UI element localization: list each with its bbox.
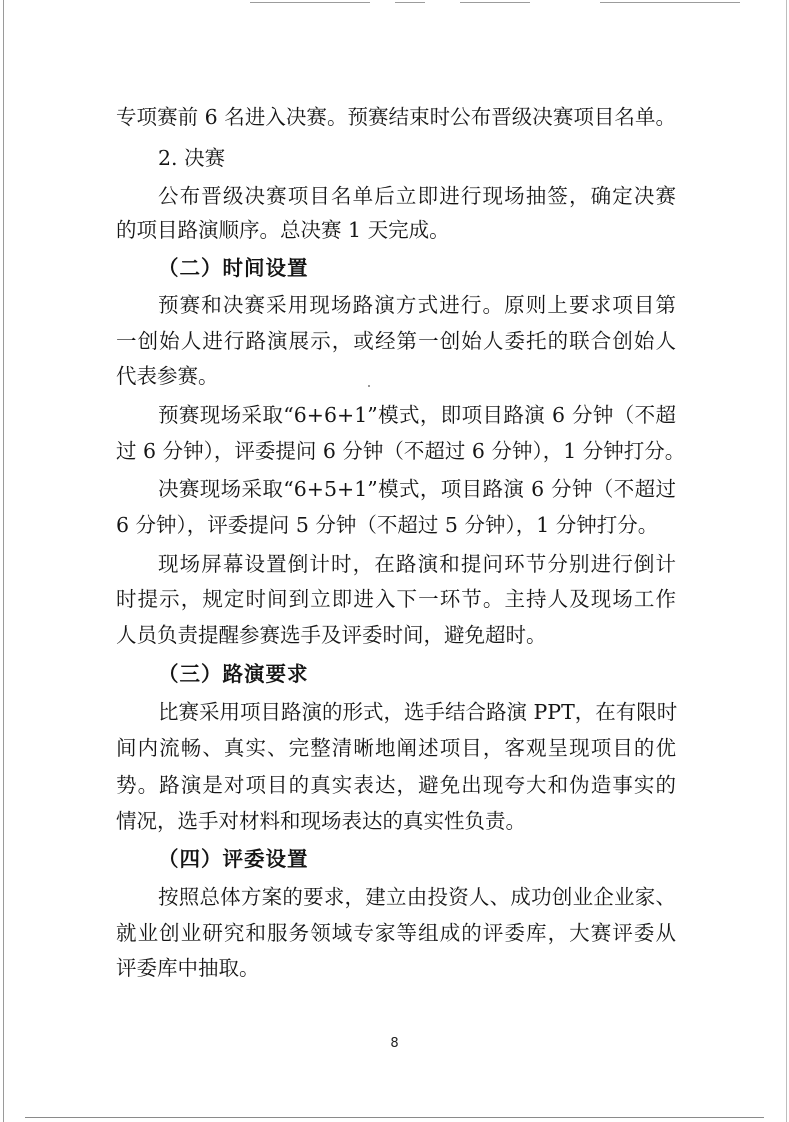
section-heading: （三）路演要求 [158,662,309,686]
text-line: 时提示，规定时间到立即进入下一环节。主持人及现场工作 [116,587,676,611]
text-line: 代表参赛。 [116,364,219,388]
text-line: 6 分钟），评委提问 5 分钟（不超过 5 分钟），1 分钟打分。 [116,513,659,537]
text-line: 人员负责提醒参赛选手及评委时间，避免超时。 [116,623,547,647]
text-line: 势。路演是对项目的真实表达，避免出现夸大和伪造事实的 [116,773,676,797]
text-line: 现场屏幕设置倒计时，在路演和提问环节分别进行倒计 [158,552,676,576]
section-heading: （四）评委设置 [158,847,309,871]
text-line: 预赛现场采取“6+6+1”模式，即项目路演 6 分钟（不超 [158,403,676,427]
text-line: 就业创业研究和服务领域专家等组成的评委库，大赛评委从 [116,921,676,945]
text-line: 的项目路演顺序。总决赛 1 天完成。 [116,218,450,242]
text-line: 按照总体方案的要求，建立由投资人、成功创业企业家、 [158,885,676,909]
text-line: 情况，选手对材料和现场表达的真实性负责。 [116,809,526,833]
scan-bottom-edge [25,1117,764,1118]
text-line: 公布晋级决赛项目名单后立即进行现场抽签，确定决赛 [158,184,676,208]
text-line: 比赛采用项目路演的形式，选手结合路演 PPT，在有限时 [158,700,678,724]
text-line: 过 6 分钟），评委提问 6 分钟（不超过 6 分钟），1 分钟打分。 [116,439,686,463]
scan-left-edge [3,0,4,1122]
scan-top-edge [0,0,789,6]
page-number: 8 [390,1036,399,1051]
text-line: 专项赛前 6 名进入决赛。预赛结束时公布晋级决赛项目名单。 [116,105,676,129]
text-line: 决赛现场采取“6+5+1”模式，项目路演 6 分钟（不超过 [158,477,676,501]
text-line: 评委库中抽取。 [116,956,260,980]
text-line: 间内流畅、真实、完整清晰地阐述项目，客观呈现项目的优 [116,736,676,760]
scan-right-edge [786,0,787,1122]
text-line: 一创始人进行路演展示，或经第一创始人委托的联合创始人 [116,329,676,353]
section-heading: （二）时间设置 [158,256,309,280]
section-subtitle: 2. 决赛 [158,146,226,170]
text-line: 预赛和决赛采用现场路演方式进行。原则上要求项目第 [158,293,676,317]
scan-speck [368,385,370,387]
